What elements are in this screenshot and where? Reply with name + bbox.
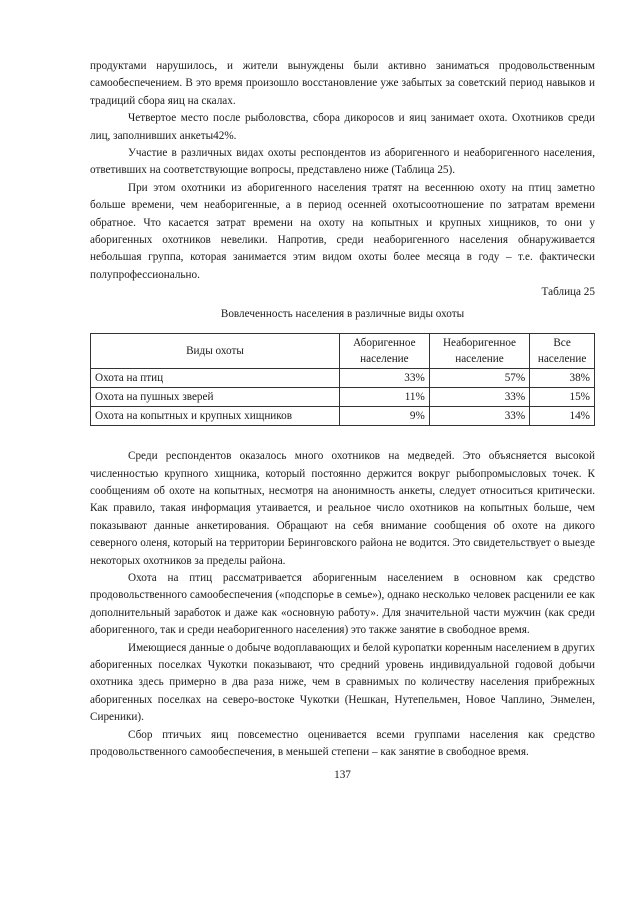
cell-kind: Охота на пушных зверей	[91, 388, 340, 407]
table-label: Таблица 25	[541, 286, 595, 299]
document-page	[90, 58, 595, 785]
paragraph-bird-hunting: Охота на птиц рассматривается аборигенным населением в основном как средство продовольственного самообеспечения («подспорье в семье»), однако несколько человек расценили ее как дополнительный заработок и даже как «основную работу». Для значительной части мужчин (как среди аборигенного, так и среди неаборигенного населения) это также занятие в свободное время.	[90, 571, 595, 637]
paragraph-egg-gathering: Сбор птичьих яиц повсеместно оценивается всеми группами населения как средство продовольственного самообеспечения, в меньшей степени – как занятие в свободное время.	[90, 728, 595, 758]
table-row	[91, 407, 595, 426]
cell-aboriginal: 33%	[340, 369, 430, 388]
table-row	[91, 388, 595, 407]
cell-kind: Охота на копытных и крупных хищников	[91, 407, 340, 426]
cell-non-aboriginal: 33%	[429, 388, 529, 407]
cell-all: 15%	[530, 388, 595, 407]
cell-non-aboriginal: 57%	[429, 369, 529, 388]
cell-aboriginal: 11%	[340, 388, 430, 407]
cell-kind: Охота на птиц	[91, 369, 340, 388]
page-number: 137	[334, 769, 351, 782]
hunting-table	[90, 333, 595, 426]
paragraph-waterfowl-data: Имеющиеся данные о добыче водоплавающих и белой куропатки коренным населением в других аборигенных поселках Чукотки показывают, что средний уровень индивидуальной годовой добычи охотника здесь примерно в два раза ниже, чем в сравнимых по количеству населения прибрежных аборигенных поселках на северо-востоке Чукотки (Нешкан, Нутепельмен, Новое Чаплино, Энмелен, Сиреники).	[90, 641, 595, 724]
cell-all: 14%	[530, 407, 595, 426]
column-header-non-aboriginal: Неаборигенное население	[429, 334, 529, 369]
table-row	[91, 369, 595, 388]
column-header-all: Все население	[530, 334, 595, 369]
paragraph-continued: продуктами нарушилось, и жители вынуждены были активно заниматься продовольственным самообеспечением. В это время произошло восстановление уже забытых за советский период навыков и традиций сбора яиц на скалах.	[90, 60, 595, 107]
column-header-aboriginal: Аборигенное население	[340, 334, 430, 369]
column-header-kind: Виды охоты	[91, 334, 340, 369]
cell-aboriginal: 9%	[340, 407, 430, 426]
paragraph-hunting-participation: Участие в различных видах охоты респондентов из аборигенного и неаборигенного населения, ответивших на соответствующие вопросы, представлено ниже (Таблица 25).	[90, 147, 595, 177]
paragraph-hunting-rank: Четвертое место после рыболовства, сбора дикоросов и яиц занимает охота. Охотников среди лиц, заполнивших анкеты42%.	[90, 112, 595, 142]
paragraph-hunting-time: При этом охотники из аборигенного населения тратят на весеннюю охоту на птиц заметно больше времени, чем неаборигенные, а в период осенней охотысоотношение по затратам времени обратное. Что касается затрат времени на охоту на копытных и крупных хищников, то они у аборигенных охотников невелики. Напротив, среди неаборигенного населения обнаруживается небольшая группа, которая занимается этим видом охоты более месяца в году – т.е. фактически полупрофессионально.	[90, 181, 595, 281]
cell-non-aboriginal: 33%	[429, 407, 529, 426]
table-header-row	[91, 334, 595, 369]
paragraph-bear-hunters: Среди респондентов оказалось много охотников на медведей. Это объясняется высокой численностью крупного хищника, который постоянно держится вокруг рыбопромысловых точек. К сообщениям об охоте на копытных, несмотря на анонимность анкеты, следует относиться критически. Как правило, такая информация утаивается, и реальное число охотников на копытных больше, чем показывают данные анкетирования. Обращают на себя внимание сообщения об охоте на дикого северного оленя, который на территории Беринговского района не водится. Это свидетельствует о выезде некоторых охотников за пределы района.	[90, 450, 595, 567]
cell-all: 38%	[530, 369, 595, 388]
table-title: Вовлеченность населения в различные виды охоты	[220, 307, 465, 320]
